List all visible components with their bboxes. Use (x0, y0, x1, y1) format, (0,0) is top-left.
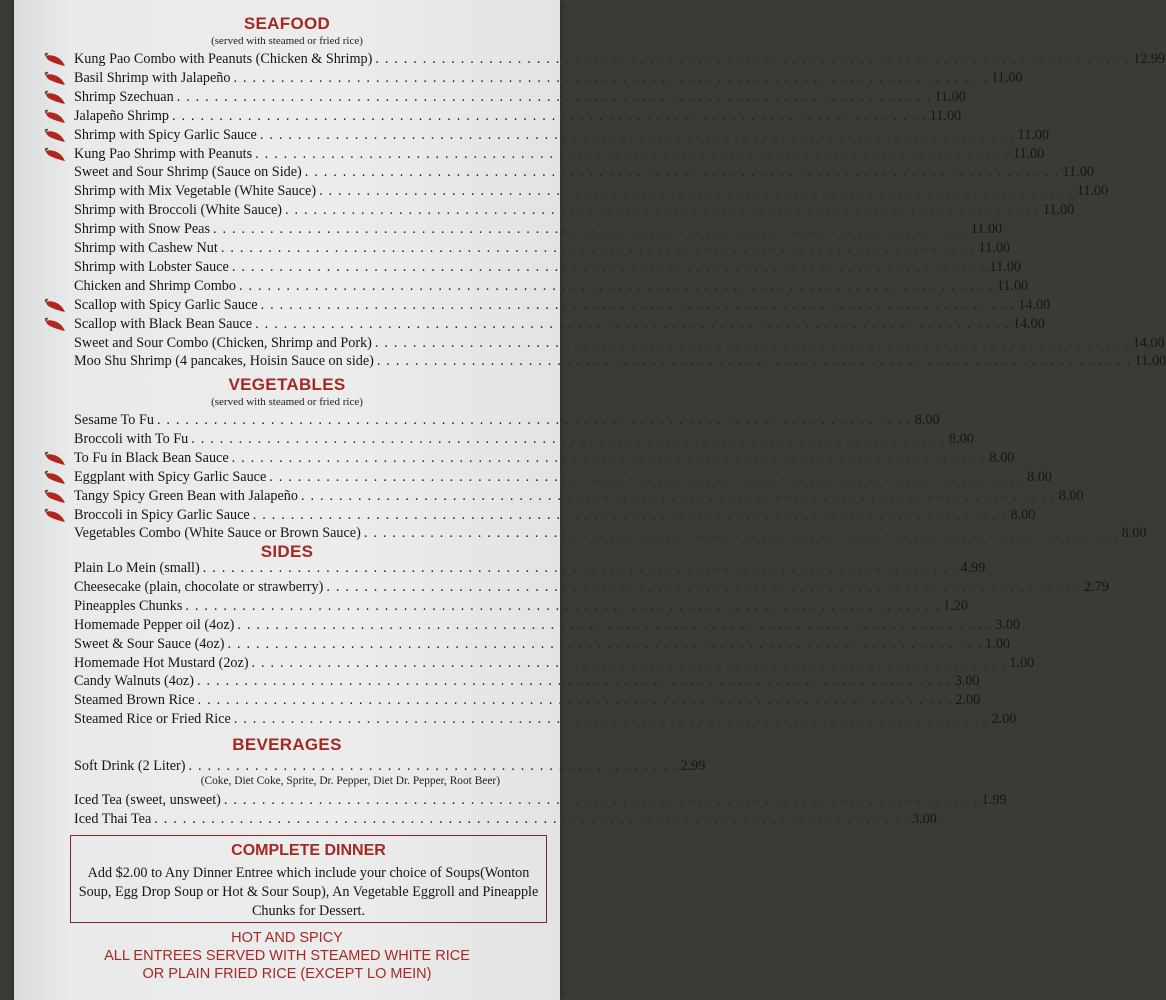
menu-item (74, 239, 1011, 258)
section-title-vegetables: VEGETABLES (228, 375, 346, 394)
item-name: Tangy Spicy Green Bean with Jalapeño (74, 488, 298, 504)
leader-dots: . . . . . . . . . . . . . . . . . . . . . . . . . . . . . . . . . . . . . . . . . . . . . . . . . . . . . . . . . . . . . . . . . . . . . . . . . . . . . . . . (363, 525, 1119, 541)
item-price: 8.00 (1010, 507, 1036, 523)
section-title-beverages: BEVERAGES (232, 735, 342, 754)
item-price: 1.00 (985, 636, 1011, 652)
item-price: 11.00 (978, 240, 1011, 256)
item-price: 2.79 (1084, 579, 1109, 595)
leader-dots: . . . . . . . . . . . . . . . . . . . . . . . . . . . . . . . . . . . . . . . . . . . . . . . . . . . . . . . . . . . . . . . . . . . . . . . . . . . . . . . . (376, 353, 1132, 369)
item-price: 1.20 (943, 598, 968, 614)
item-name: Plain Lo Mein (small) (74, 560, 200, 576)
menu-item (74, 430, 974, 449)
item-name: Kung Pao Shrimp with Peanuts (74, 146, 253, 162)
leader-dots: . . . . . . . . . . . . . . . . . . . . . . . . . . . . . . . . . . . . . . . . . . . . . . . . . . . . . . . . . . . . . . . . . . . . . . . . . . . . . . . . (255, 146, 1010, 162)
item-name: Sweet and Sour Shrimp (Sauce on Side) (74, 164, 302, 180)
item-name: Homemade Pepper oil (4oz) (74, 617, 235, 633)
menu-item (74, 524, 1147, 543)
menu-item (74, 559, 986, 578)
leader-dots: . . . . . . . . . . . . . . . . . . . . . . . . . . . . . . . . . . . . . . . . . . . . . . . . . . . . . . . . . . . . . . . . . . . . . . . . . . . . . . . . (231, 450, 987, 466)
leader-dots: . . . . . . . . . . . . . . . . . . . . . . . . . . . . . . . . . . . . . . . . . . . . . . . . . . . . . . . . . . . . . . . . . . . . . . . . . . . . . . . . (260, 297, 1016, 313)
item-name: Shrimp with Spicy Garlic Sauce (74, 127, 257, 143)
item-name: Shrimp with Broccoli (White Sauce) (74, 202, 283, 218)
item-name: Scallop with Black Bean Sauce (74, 316, 253, 332)
item-price: 11.00 (1062, 164, 1094, 180)
item-price: 8.00 (948, 431, 974, 447)
chili-pepper-icon (44, 91, 66, 105)
item-price: 11.00 (934, 89, 966, 105)
item-name: Sweet and Sour Combo (Chicken, Shrimp and Pork) (74, 335, 372, 351)
chili-pepper-icon (44, 53, 66, 67)
item-price: 11.00 (1012, 146, 1045, 162)
menu-item (74, 654, 1035, 673)
leader-dots: . . . . . . . . . . . . . . . . . . . . . . . . . . . . . . . . . . . . . . . . . . . . . . . . . . . . . . . . . . . . . . . . . . . . . . . . . . . . . . . . (191, 431, 946, 447)
chili-pepper-icon (44, 471, 66, 485)
item-price: 11.00 (1076, 183, 1109, 199)
item-name: Broccoli with To Fu (74, 431, 189, 447)
complete-dinner-text: Add $2.00 to Any Dinner Entree which include your choice of Soups(Wonton Soup, Egg Drop Soup or Hot & Sour Soup), An Vegetable Eggroll and Pineapple Chunks for Dessert. (78, 865, 539, 919)
menu-item (74, 107, 962, 126)
menu-item (74, 201, 1075, 220)
menu-item (74, 487, 1084, 506)
chili-pepper-icon (44, 129, 66, 143)
leader-dots: . . . . . . . . . . . . . . . . . . . . . . . . . . . . . . . . . . . . . . . . . . . . . . . . . . . . . . . . . . . . . . . . . . . . . . . . . . . . . . . . (223, 792, 979, 808)
chili-pepper-icon (44, 299, 66, 313)
item-name: Soft Drink (2 Liter) (74, 758, 186, 774)
leader-dots: . . . . . . . . . . . . . . . . . . . . . . . . . . . . . . . . . . . . . . . . . . . . . . . . . . . . . . . . . . . . . . . . . . . . . . . . . . . . . . . . (227, 636, 983, 652)
item-name: Candy Walnuts (4oz) (74, 673, 194, 689)
leader-dots: . . . . . . . . . . . . . . . . . . . . . . . . . . . . . . . . . . . . . . . . . . . . . . . . . . . . . . . . . . . . . . . . . . . . . . . . . . . . . . . . (196, 673, 952, 689)
menu-item (74, 411, 940, 430)
complete-dinner-box (70, 835, 547, 923)
menu-item (74, 810, 937, 829)
section-title-sides: SIDES (260, 542, 314, 561)
item-name: Shrimp with Mix Vegetable (White Sauce) (74, 183, 317, 199)
leader-dots: . . . . . . . . . . . . . . . . . . . . . . . . . . . . . . . . . . . . . . . . . . . . . . . . . . . . . . . . . . . . . . . . . . . . . . . . . . . . . . . . (176, 89, 932, 105)
item-name: Jalapeño Shrimp (74, 108, 169, 124)
section-title-seafood: SEAFOOD (243, 14, 331, 33)
leader-dots: . . . . . . . . . . . . . . . . . . . . . . . . . . . . . . . . . . . . . . . . . . . . . . . . . . . . . . . . . . . . . . . . . . . . . . . . . . . . . . . . (237, 617, 993, 633)
item-name: Moo Shu Shrimp (4 pancakes, Hoisin Sauce on side) (74, 353, 374, 369)
chili-pepper-icon (44, 490, 66, 504)
menu-item (74, 258, 1022, 277)
footer-line-1: HOT AND SPICY (231, 930, 343, 946)
item-name: Vegetables Combo (White Sauce or Brown Sauce) (74, 525, 361, 541)
item-name: Steamed Brown Rice (74, 692, 195, 708)
menu-item (74, 578, 1109, 597)
menu-item (74, 50, 1166, 69)
complete-dinner-title: COMPLETE DINNER (231, 842, 386, 859)
item-price: 11.00 (989, 259, 1022, 275)
item-name: Shrimp with Lobster Sauce (74, 259, 229, 275)
leader-dots: . . . . . . . . . . . . . . . . . . . . . . . . . . . . . . . . . . . . . . . . . . . . . . . . . . . . . . . . . . . . . . . . . . . . . . . . . . . . . . . . (220, 240, 976, 256)
item-price: 8.00 (1121, 525, 1147, 541)
item-price: 1.99 (981, 792, 1007, 808)
chili-pepper-icon (44, 110, 66, 124)
chili-pepper-icon (44, 452, 66, 466)
footer-line-3: OR PLAIN FRIED RICE (EXCEPT LO MEIN) (142, 966, 432, 982)
item-price: 11.00 (1134, 353, 1166, 369)
item-name: Pineapples Chunks (74, 598, 183, 614)
menu-item (74, 691, 981, 710)
item-name: Broccoli in Spicy Garlic Sauce (74, 507, 250, 523)
menu-item (74, 616, 1020, 635)
leader-dots: . . . . . . . . . . . . . . . . . . . . . . . . . . . . . . . . . . . . . . . . . . . . . . . . . . . . . . . . . . . . . . . . . . . . . . . . . . . . . . . . (285, 202, 1040, 218)
leader-dots: . . . . . . . . . . . . . . . . . . . . . . . . . . . . . . . . . . . . . . . . . . . . . . . . . . . . . . . . . . . . . . . . . . . . . . . . . . . . . . . . (156, 412, 912, 428)
item-price: 11.00 (1017, 127, 1050, 143)
item-name: Sesame To Fu (74, 412, 154, 428)
menu-item (74, 88, 966, 107)
item-name: Steamed Rice or Fried Rice (74, 711, 231, 727)
item-price: 11.00 (929, 108, 962, 124)
item-name: Sweet & Sour Sauce (4oz) (74, 636, 225, 652)
item-name: Basil Shrimp with Jalapeño (74, 70, 231, 86)
leader-dots: . . . . . . . . . . . . . . . . . . . . . . . . . . . . . . . . . . . . . . . . . . . . . . . . . . . . . . . . . . . . . . . . . . . . . . . . . . . . . . . . (238, 278, 994, 294)
leader-dots: . . . . . . . . . . . . . . . . . . . . . . . . . . . . . . . . . . . . . . . . . . . . . . . . . . . . . . . . . . . . . . . . . . . . . . . . . . . . . . . . (255, 316, 1010, 332)
item-price: 11.00 (970, 221, 1003, 237)
leader-dots: . . . . . . . . . . . . . . . . . . . . . . . . . . . . . . . . . . . . . . . . . . . . . . . . . . . . . . . . . . . . . . . . . . . . . . . . . . . . . . . . (251, 655, 1007, 671)
item-name: Scallop with Spicy Garlic Sauce (74, 297, 258, 313)
item-price: 4.99 (960, 560, 986, 576)
leader-dots: . . . . . . . . . . . . . . . . . . . . . . . . . . . . . . . . . . . . . . . . . . . . . . . . . . . . . . . . . . . . . . . . . . . . . . . . . . . . . . . . (269, 469, 1025, 485)
menu-item (74, 126, 1050, 145)
menu-item (74, 597, 968, 616)
item-price: 11.00 (1042, 202, 1075, 218)
leader-dots: . . . . . . . . . . . . . . . . . . . . . . . . . . . . . . . . . . . . . . . . . . . . . . . . . . . . . . . . . . . . . . . . . . . . . . . . . . . . . . . . (300, 488, 1056, 504)
item-name: Shrimp Szechuan (74, 89, 174, 105)
menu-item (74, 182, 1109, 201)
item-name: Shrimp with Cashew Nut (74, 240, 218, 256)
item-name: Iced Tea (sweet, unsweet) (74, 792, 221, 808)
leader-dots: . . . . . . . . . . . . . . . . . . . . . . . . . . . . . . . . . . . . . . . . . . . . . . . . . . . . . . . . . . . . . . . . . . . . . . . . . . . . . . . . (252, 507, 1008, 523)
item-price: 12.99 (1133, 51, 1166, 67)
menu-item (74, 163, 1094, 182)
leader-dots: . . . . . . . . . . . . . . . . . . . . . . . . . . . . . . . . . . . . . . . . . . . . . . . . . . . . . . . . . . . . . . . . . . . . . . . . . . . . . . . . (154, 811, 910, 827)
item-name: Eggplant with Spicy Garlic Sauce (74, 469, 267, 485)
menu-item (74, 145, 1045, 164)
item-price: 14.00 (1132, 335, 1165, 351)
item-price: 2.99 (680, 758, 706, 774)
item-name: Kung Pao Combo with Peanuts (Chicken & Shrimp) (74, 51, 373, 67)
leader-dots: . . . . . . . . . . . . . . . . . . . . . . . . . . . . . . . . . . . . . . . . . . . . . . . . . . . . . . . . . . . . . . . . . . . . . . . . . . . . . . . . (233, 70, 989, 86)
item-price: 3.00 (954, 673, 980, 689)
leader-dots: . . . . . . . . . . . . . . . . . . . . . . . . . . . . . . . . . . . . . . . . . . . . . . . . . . . . . . . . . . . . . . . . . . . . . . . . . . . . . . . . (319, 183, 1074, 199)
menu-item-soft-drink (74, 757, 706, 776)
chili-pepper-icon (44, 509, 66, 523)
item-name: Shrimp with Snow Peas (74, 221, 210, 237)
item-price: 2.00 (955, 692, 981, 708)
footer-note (14, 929, 560, 983)
menu-item (74, 468, 1052, 487)
leader-dots: . . . . . . . . . . . . . . . . . . . . . . . . . . . . . . . . . . . . . . . . . . . . . . . . . . . . . . . . . . . . . . . . . . . . . . . . . . . . . . . . (231, 259, 987, 275)
menu-item (74, 315, 1045, 334)
menu-item (74, 672, 980, 691)
item-name: Cheesecake (plain, chocolate or strawberry) (74, 579, 324, 595)
soft-drink-note: (Coke, Diet Coke, Sprite, Dr. Pepper, Diet Dr. Pepper, Root Beer) (200, 775, 500, 787)
leader-dots: . . . . . . . . . . . . . . . . . . . . . . . . . . . . . . . . . . . . . . . . . . . . . . . . . . . . . . . . . . . . . . . . . . . . . . . . . . . . . . . . (259, 127, 1015, 143)
leader-dots: . . . . . . . . . . . . . . . . . . . . . . . . . . . . . . . . . . . . . . . . . . . . . . . . . . . . . . . . . . . . . . . . . . . . . . . . . . . . . . . . (326, 579, 1082, 595)
leader-dots: . . . . . . . . . . . . . . . . . . . . . . . . . . . . . . . . . . . . . . . . . . . . . . . . . . . . . . . . . . . . . . . . . . . . . . . . . . . . . . . . (374, 335, 1130, 351)
section-subtitle-vegetables: (served with steamed or fried rice) (211, 396, 363, 408)
item-price: 2.00 (991, 711, 1017, 727)
item-price: 11.00 (996, 278, 1029, 294)
item-price: 8.00 (914, 412, 940, 428)
item-price: 1.00 (1009, 655, 1035, 671)
item-price: 3.00 (995, 617, 1020, 633)
leader-dots: . . . . . . . . . . . . . . . . . . . . . . . . . . . . . . . . . . . . . . . . . . . . . . . . . . . . . . . . . . . . . . . . . . . . . . . . . . . . . . . . (185, 598, 941, 614)
item-price: 8.00 (989, 450, 1015, 466)
item-price: 14.00 (1018, 297, 1051, 313)
menu-item (74, 506, 1036, 525)
chili-pepper-icon (44, 148, 66, 162)
menu-item (74, 449, 1015, 468)
item-price: 11.00 (991, 70, 1023, 86)
chili-pepper-icon (44, 318, 66, 332)
leader-dots: . . . . . . . . . . . . . . . . . . . . . . . . . . . . . . . . . . . . . . . . . . . . . . . . . . . . . . . . . . . . . . . . . . . . . . . . . . . . . . . . (197, 692, 953, 708)
leader-dots: . . . . . . . . . . . . . . . . . . . . . . . . . . . . . . . . . . . . . . . . . . . . . . . . . . . . (188, 758, 678, 774)
menu-item (74, 220, 1003, 239)
menu-item (74, 710, 1017, 729)
item-name: Iced Thai Tea (74, 811, 152, 827)
item-name: Chicken and Shrimp Combo (74, 278, 236, 294)
item-price: 8.00 (1058, 488, 1084, 504)
item-name: To Fu in Black Bean Sauce (74, 450, 229, 466)
item-name: Homemade Hot Mustard (2oz) (74, 655, 249, 671)
leader-dots: . . . . . . . . . . . . . . . . . . . . . . . . . . . . . . . . . . . . . . . . . . . . . . . . . . . . . . . . . . . . . . . . . . . . . . . . . . . . . . . . (233, 711, 989, 727)
item-price: 8.00 (1027, 469, 1052, 485)
menu-item (74, 296, 1051, 315)
leader-dots: . . . . . . . . . . . . . . . . . . . . . . . . . . . . . . . . . . . . . . . . . . . . . . . . . . . . . . . . . . . . . . . . . . . . . . . . . . . . . . . . (212, 221, 968, 237)
menu-item (74, 635, 1011, 654)
item-price: 14.00 (1012, 316, 1045, 332)
leader-dots: . . . . . . . . . . . . . . . . . . . . . . . . . . . . . . . . . . . . . . . . . . . . . . . . . . . . . . . . . . . . . . . . . . . . . . . . . . . . . . . . (202, 560, 958, 576)
menu-item (74, 69, 1023, 88)
leader-dots: . . . . . . . . . . . . . . . . . . . . . . . . . . . . . . . . . . . . . . . . . . . . . . . . . . . . . . . . . . . . . . . . . . . . . . . . . . . . . . . . (304, 164, 1060, 180)
item-price: 3.00 (912, 811, 937, 827)
menu-page (14, 0, 1166, 1000)
leader-dots: . . . . . . . . . . . . . . . . . . . . . . . . . . . . . . . . . . . . . . . . . . . . . . . . . . . . . . . . . . . . . . . . . . . . . . . . . . . . . . . . (375, 51, 1131, 67)
menu-item (74, 791, 1007, 810)
section-subtitle-seafood: (served with steamed or fried rice) (211, 35, 363, 47)
menu-item (74, 277, 1029, 296)
leader-dots: . . . . . . . . . . . . . . . . . . . . . . . . . . . . . . . . . . . . . . . . . . . . . . . . . . . . . . . . . . . . . . . . . . . . . . . . . . . . . . . . (171, 108, 927, 124)
menu-item (74, 352, 1166, 371)
menu-item (74, 334, 1165, 353)
footer-line-2: ALL ENTREES SERVED WITH STEAMED WHITE RICE (104, 948, 470, 964)
chili-pepper-icon (44, 72, 66, 86)
